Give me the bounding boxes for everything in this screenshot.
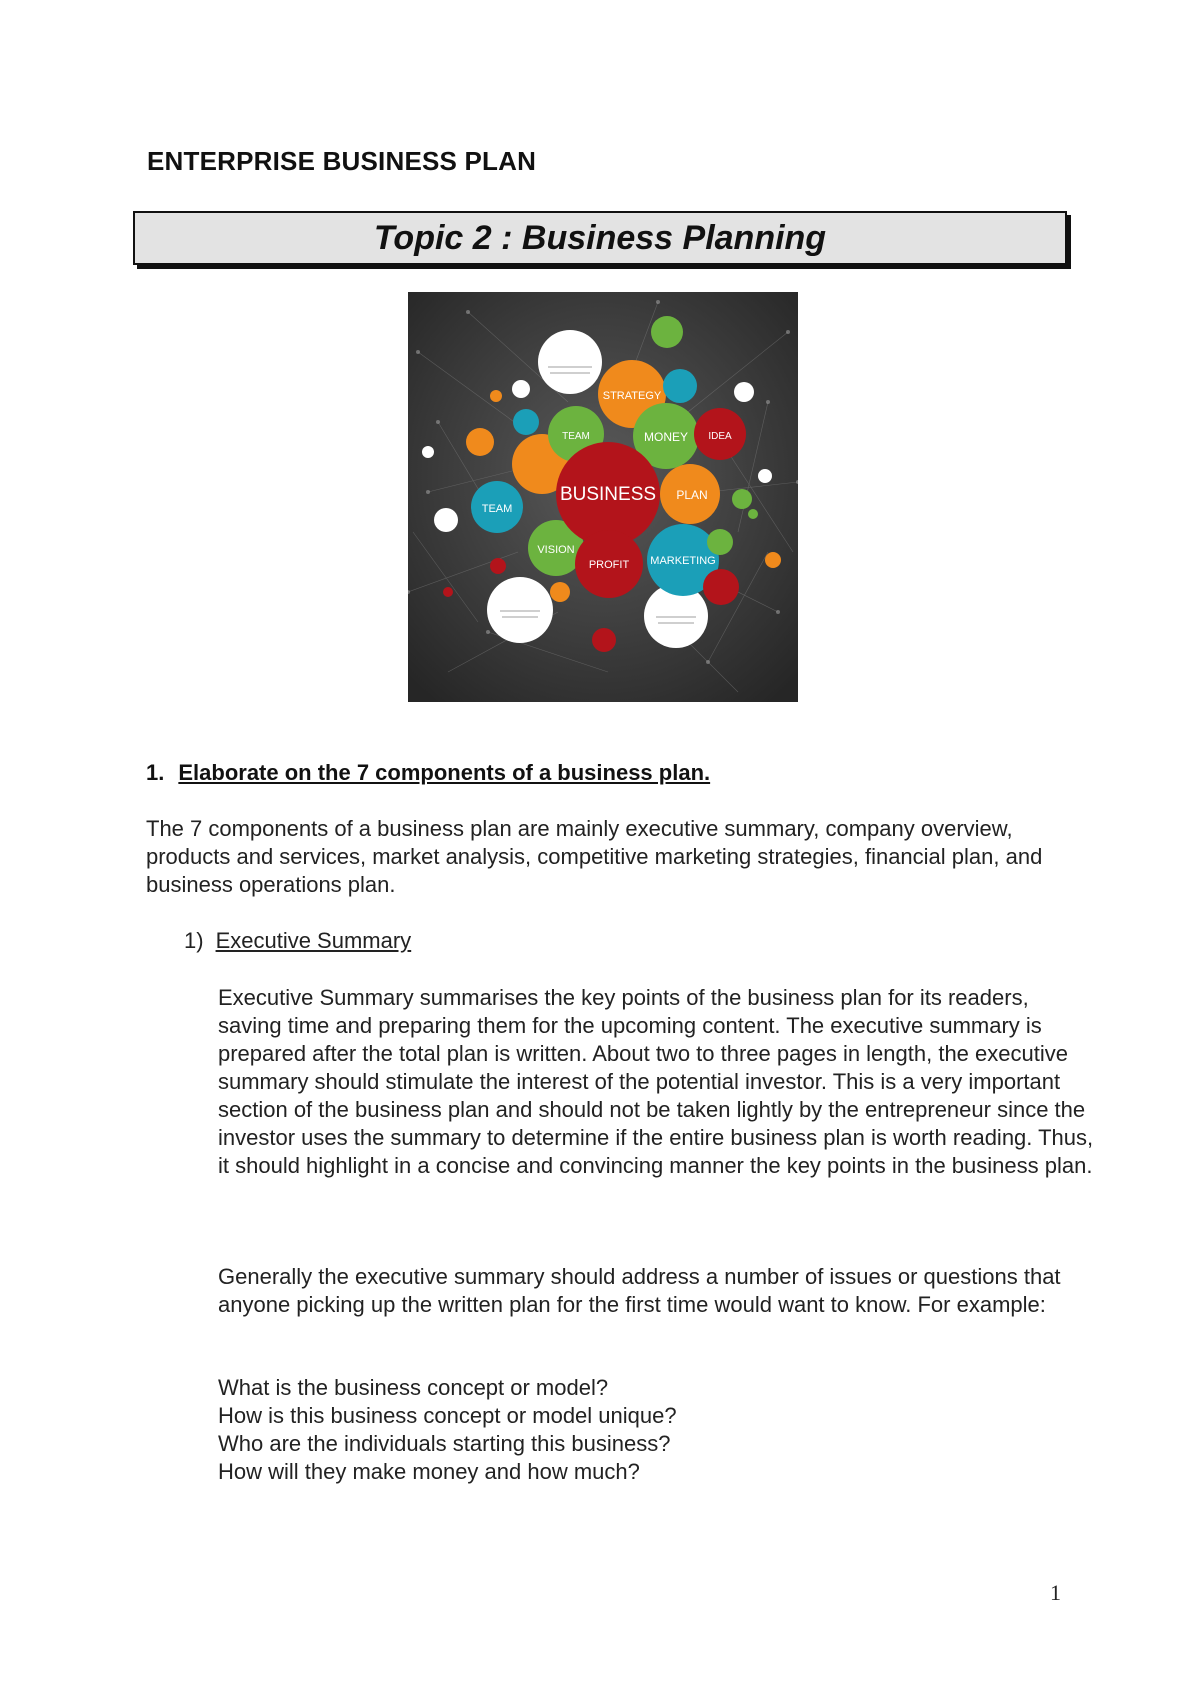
question-list — [218, 1374, 1098, 1486]
topic-title: Topic 2 : Business Planning — [373, 218, 827, 257]
bubble-label-team-left: TEAM — [481, 503, 513, 515]
bubble-label-team-top: TEAM — [562, 431, 590, 442]
subsection-heading — [184, 928, 411, 954]
bubble-white-top — [538, 330, 602, 394]
question-item: What is the business concept or model? — [218, 1375, 609, 1400]
bubble-label-profit: PROFIT — [588, 559, 630, 571]
topic-title-box — [133, 211, 1067, 265]
question-item: Who are the individuals starting this business? — [218, 1431, 671, 1456]
document-heading: ENTERPRISE BUSINESS PLAN — [147, 146, 537, 176]
question-item: How will they make money and how much? — [218, 1459, 640, 1484]
bubble-label-business: BUSINESS — [559, 484, 657, 505]
bubble-label-strategy: STRATEGY — [602, 390, 662, 402]
section-heading — [146, 760, 710, 786]
page-number: 1 — [1050, 1580, 1061, 1605]
business-plan-infographic — [408, 292, 798, 702]
subsection-title: Executive Summary — [215, 928, 412, 953]
bubble-label-idea: IDEA — [708, 431, 732, 442]
bubble-label-marketing: MARKETING — [650, 555, 716, 567]
executive-summary-paragraph: Executive Summary summarises the key points of the business plan for its readers, saving time and preparing them for the upcoming content. The executive summary is prepared after the total plan is written. About two to three pages in length, the executive summary should stimulate the interest of the potential investor. This is a very important section of the business plan and should not be taken lightly by the entrepreneur since the investor uses the summary to determine if the entire business plan is worth reading. Thus, it should highlight in a concise and convincing manner the key points in the business plan. — [218, 985, 1094, 1178]
bubble-label-money: MONEY — [643, 430, 689, 444]
bubble-label-plan: PLAN — [676, 488, 708, 502]
business-plan-bubble-image — [408, 292, 798, 702]
issues-paragraph: Generally the executive summary should address a number of issues or questions that anyone picking up the written plan for the first time would want to know. For example: — [218, 1264, 1061, 1317]
section-number: 1. — [146, 760, 165, 785]
subsection-number: 1) — [184, 928, 204, 953]
section-title: Elaborate on the 7 components of a business plan. — [178, 760, 711, 785]
intro-paragraph: The 7 components of a business plan are mainly executive summary, company overview, products and services, market analysis, competitive marketing strategies, financial plan, and business operations plan. — [146, 816, 1043, 897]
bubble-label-vision: VISION — [537, 544, 575, 556]
question-item: How is this business concept or model unique? — [218, 1403, 677, 1428]
